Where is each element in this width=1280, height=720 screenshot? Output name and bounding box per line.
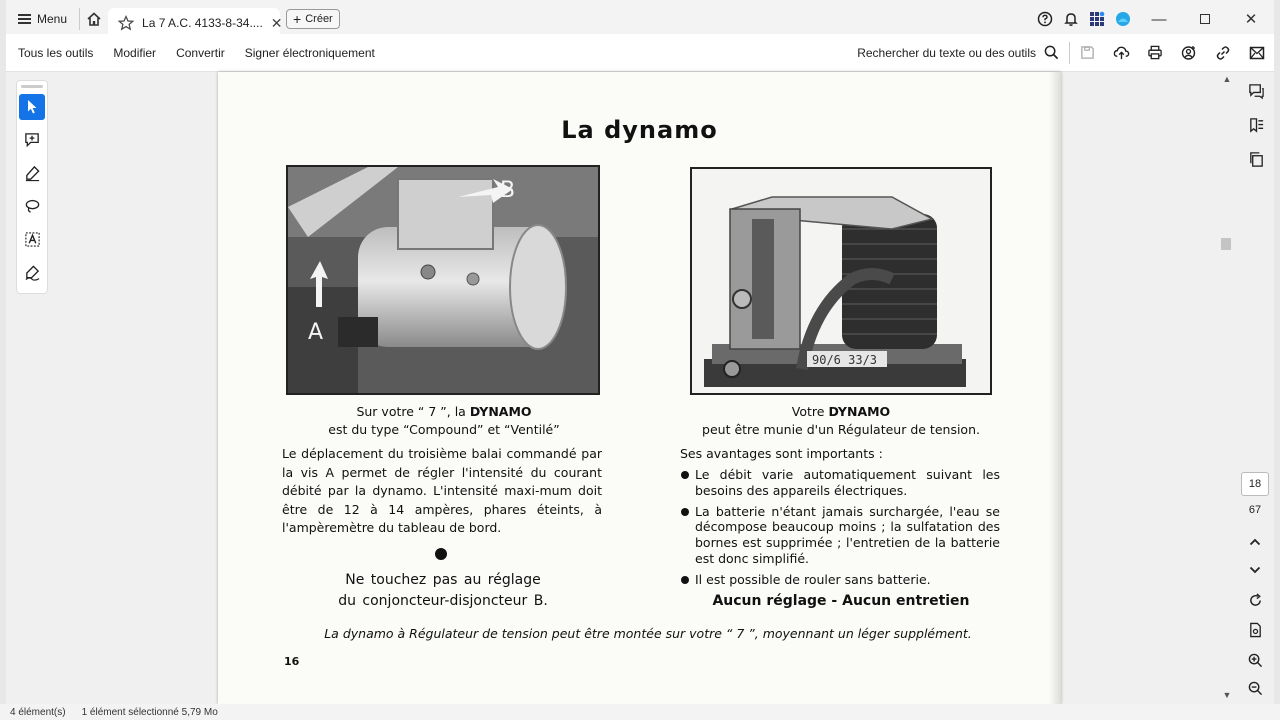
- total-pages: 67: [1248, 504, 1262, 516]
- left-paragraph: Le déplacement du troisième balai commandé par la vis A permet de régler l'intensité du courant débité par la dynamo. L'intensité maxi-mum doit être de 12 à 14 ampères, phares éteints, à l'ampèremètre du tableau de bord.: [282, 446, 602, 535]
- next-page-button[interactable]: [1241, 558, 1269, 582]
- plus-icon: +: [293, 11, 302, 27]
- dynamo-photo: [286, 165, 600, 395]
- minimize-button[interactable]: [1136, 0, 1182, 38]
- search-tools-button[interactable]: [857, 45, 1069, 60]
- highlight-tool-button[interactable]: [19, 160, 45, 186]
- menu-label: Menu: [37, 12, 68, 26]
- star-icon[interactable]: [118, 15, 134, 31]
- bookmark-list-icon: [1248, 117, 1265, 134]
- tab-title: La 7 A.C. 4133-8-34....: [142, 16, 263, 30]
- tab-bar: [6, 0, 1274, 38]
- status-selection: 1 élément sélectionné 5,79 Mo: [81, 706, 218, 718]
- vertical-scrollbar[interactable]: [1220, 72, 1234, 704]
- caption-left: [284, 403, 604, 439]
- highlighter-icon: [24, 165, 41, 182]
- comments-icon: [1248, 83, 1265, 100]
- zoom-in-icon: [1248, 653, 1263, 668]
- photo-label-b: B: [500, 178, 516, 203]
- document-gear-icon: [1248, 622, 1263, 638]
- mail-icon: [1249, 46, 1265, 60]
- advantage-item: Le débit varie automatiquement suivant les besoins des appareils électriques.: [680, 467, 1000, 499]
- copy-link-button[interactable]: [1206, 34, 1240, 72]
- email-button[interactable]: [1240, 34, 1274, 72]
- caption-left-line1: [284, 403, 604, 421]
- regulator-illustration: [692, 169, 990, 393]
- cloud-upload-icon: [1113, 45, 1130, 60]
- edit-menu[interactable]: Modifier: [113, 45, 157, 60]
- create-button[interactable]: [286, 9, 340, 29]
- pdf-page: [218, 72, 1061, 704]
- advantages-list: [680, 467, 1000, 593]
- profile-button[interactable]: [1110, 0, 1136, 38]
- add-comment-button[interactable]: [19, 127, 45, 153]
- document-viewer: [6, 72, 1274, 704]
- help-button[interactable]: [1032, 0, 1058, 38]
- pages-panel-button[interactable]: [1241, 144, 1271, 174]
- current-page-input[interactable]: 18: [1241, 472, 1269, 496]
- sign-tool-button[interactable]: [19, 259, 45, 285]
- text-box-tool-button[interactable]: [19, 226, 45, 252]
- quick-tools-panel: [16, 80, 48, 294]
- caption-right-bold: DYNAMO: [828, 404, 891, 419]
- caption-left-text: Sur votre “ 7 ”, la: [356, 404, 470, 419]
- left-note-line2: du conjoncteur-disjoncteur B.: [338, 593, 548, 609]
- document-settings-button[interactable]: [1241, 618, 1269, 642]
- status-items-count: 4 élément(s): [10, 706, 66, 718]
- apps-grid-icon: [1089, 11, 1105, 27]
- rotate-icon: [1248, 593, 1263, 608]
- regulator-stamp: 90/6 33/3: [812, 353, 878, 367]
- tab-bar-right: [1032, 0, 1274, 38]
- advantages-title: Ses avantages sont importants :: [680, 446, 883, 461]
- hamburger-icon: [18, 14, 31, 24]
- right-panel-rail: [1238, 72, 1274, 704]
- menu-button[interactable]: [6, 0, 79, 38]
- home-button[interactable]: [80, 0, 108, 38]
- all-tools-menu[interactable]: Tous les outils: [18, 45, 94, 60]
- scroll-up-icon[interactable]: ▲: [1222, 74, 1232, 84]
- comments-panel-button[interactable]: [1241, 76, 1271, 106]
- select-tool-button[interactable]: [19, 94, 45, 120]
- search-label: Rechercher du texte ou des outils: [857, 45, 1036, 60]
- desktop-edge-right: [1274, 0, 1280, 720]
- print-button[interactable]: [1138, 34, 1172, 72]
- scrollbar-thumb[interactable]: [1221, 238, 1231, 250]
- regulator-photo: [690, 167, 992, 395]
- caption-right-line2: peut être munie d'un Régulateur de tension.: [702, 422, 980, 437]
- create-label: Créer: [305, 13, 333, 25]
- tools-bar: [6, 34, 1274, 72]
- zoom-out-button[interactable]: [1241, 676, 1269, 700]
- zoom-in-button[interactable]: [1241, 648, 1269, 672]
- tab-close-icon[interactable]: ✕: [270, 14, 283, 31]
- page-title: La dynamo: [561, 116, 718, 144]
- close-icon: ✕: [1244, 11, 1258, 28]
- status-bar: [0, 704, 1280, 720]
- cursor-arrow-icon: [25, 99, 39, 115]
- bookmarks-panel-button[interactable]: [1241, 110, 1271, 140]
- close-window-button[interactable]: [1228, 0, 1274, 38]
- footer-note: La dynamo à Régulateur de tension peut être montée sur votre “ 7 ”, moyennant un léger supplément.: [324, 626, 972, 641]
- link-icon: [1215, 45, 1231, 61]
- zoom-out-icon: [1248, 681, 1263, 696]
- rotate-button[interactable]: [1241, 588, 1269, 612]
- minimize-icon: —: [1151, 10, 1167, 28]
- bell-icon: [1063, 11, 1079, 27]
- printer-icon: [1147, 45, 1163, 60]
- scroll-down-icon[interactable]: ▼: [1222, 690, 1232, 700]
- upload-cloud-button[interactable]: [1104, 34, 1138, 72]
- page-number: 16: [284, 655, 300, 668]
- copy-pages-icon: [1248, 151, 1265, 168]
- dynamo-illustration: [288, 167, 598, 393]
- caption-right-text: Votre: [791, 404, 829, 419]
- advantage-item: La batterie n'étant jamais surchargée, l'eau se décompose beaucoup moins ; la sulfatation des bornes est supprimée ; l'entretien de la batterie est donc simplifié.: [680, 504, 1000, 567]
- save-button[interactable]: [1070, 34, 1104, 72]
- no-adjustment-heading: Aucun réglage - Aucun entretien: [712, 593, 970, 609]
- avatar-icon: [1115, 11, 1131, 27]
- left-note-line1: Ne touchez pas au réglage: [345, 572, 541, 588]
- panel-grip[interactable]: [21, 85, 43, 88]
- page-binding-shadow: [1049, 72, 1061, 704]
- maximize-icon: [1200, 14, 1210, 24]
- sign-menu[interactable]: Signer électroniquement: [244, 45, 375, 60]
- search-icon: [1044, 45, 1059, 60]
- help-icon: [1037, 11, 1053, 27]
- chevron-down-icon: [1249, 566, 1261, 574]
- apps-button[interactable]: [1084, 0, 1110, 38]
- caption-right: [680, 403, 1002, 439]
- save-icon: [1080, 45, 1095, 60]
- separator-dot: [435, 548, 447, 560]
- advantage-item: Il est possible de rouler sans batterie.: [680, 572, 1000, 588]
- notifications-button[interactable]: [1058, 0, 1084, 38]
- share-user-icon: [1181, 45, 1197, 61]
- share-user-button[interactable]: [1172, 34, 1206, 72]
- left-note: [288, 570, 598, 612]
- comment-add-icon: [24, 132, 41, 149]
- maximize-button[interactable]: [1182, 0, 1228, 38]
- caption-right-line1: [680, 403, 1002, 421]
- lasso-icon: [24, 198, 41, 215]
- text-select-icon: [24, 231, 41, 248]
- signature-pen-icon: [24, 264, 41, 281]
- convert-menu[interactable]: Convertir: [176, 45, 225, 60]
- previous-page-button[interactable]: [1241, 530, 1269, 554]
- home-icon: [86, 11, 102, 27]
- caption-left-bold: DYNAMO: [469, 404, 532, 419]
- chevron-up-icon: [1249, 538, 1261, 546]
- draw-tool-button[interactable]: [19, 193, 45, 219]
- photo-label-a: A: [308, 320, 324, 345]
- caption-left-line2: est du type “Compound” et “Ventilé”: [328, 422, 560, 437]
